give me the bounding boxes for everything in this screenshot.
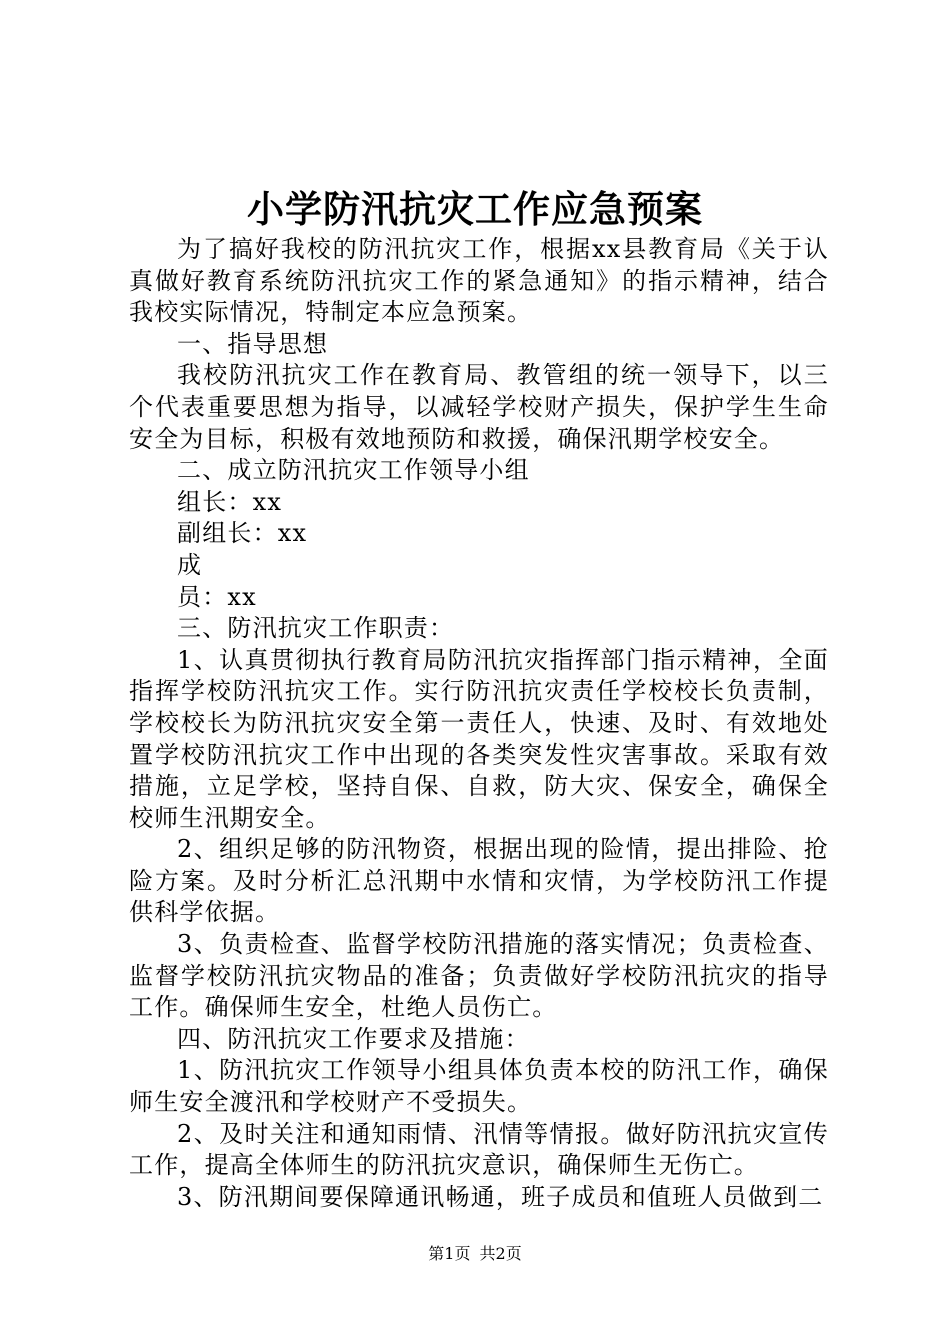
section-heading-leadership-group: 二、成立防汛抗灾工作领导小组 <box>177 456 530 485</box>
responsibility-item-3: 3、负责检查、监督学校防汛措施的落实情况；负责检查、监督学校防汛抗灾物品的准备；负责做好学校防汛抗灾的指导工作。确保师生安全，杜绝人员伤亡。 <box>129 930 829 1022</box>
responsibility-item-1: 1、认真贯彻执行教育局防汛抗灾指挥部门指示精神，全面指挥学校防汛抗灾工作。实行防汛抗灾责任学校校长负责制，学校校长为防汛抗灾安全第一责任人，快速、及时、有效地处置学校防汛抗灾工作中出现的各类突发性灾害事故。采取有效措施，立足学校，坚持自保、自救，防大灾、保安全，确保全校师生汛期安全。 <box>129 645 829 832</box>
section-heading-responsibilities: 三、防汛抗灾工作职责： <box>177 614 455 643</box>
guiding-ideology-paragraph: 我校防汛抗灾工作在教育局、教管组的统一领导下，以三个代表重要思想为指导，以减轻学校财产损失，保护学生生命安全为目标，积极有效地预防和救援，确保汛期学校安全。 <box>129 361 829 453</box>
requirement-item-2: 2、及时关注和通知雨情、汛情等情报。做好防汛抗灾宣传工作，提高全体师生的防汛抗灾意识，确保师生无伤亡。 <box>129 1119 829 1180</box>
page-footer <box>0 1243 950 1265</box>
intro-paragraph: 为了搞好我校的防汛抗灾工作，根据xx县教育局《关于认真做好教育系统防汛抗灾工作的紧急通知》的指示精神，结合我校实际情况，特制定本应急预案。 <box>129 235 829 327</box>
section-heading-guiding-ideology: 一、指导思想 <box>177 329 329 358</box>
requirement-item-1: 1、防汛抗灾工作领导小组具体负责本校的防汛工作，确保师生安全渡汛和学校财产不受损失。 <box>129 1056 829 1117</box>
document-title: 小学防汛抗灾工作应急预案 <box>247 187 703 231</box>
page-number: 第1页 <box>428 1244 471 1263</box>
requirement-item-3: 3、防汛期间要保障通讯畅通，班子成员和值班人员做到二 <box>177 1182 824 1211</box>
members-line-part1: 成 <box>177 550 203 579</box>
members-line-part2: 员：xx <box>177 582 257 611</box>
section-heading-requirements: 四、防汛抗灾工作要求及措施： <box>177 1024 530 1053</box>
document-body <box>129 234 829 1213</box>
responsibility-item-2: 2、组织足够的防汛物资，根据出现的险情，提出排险、抢险方案。及时分析汇总汛期中水情和灾情，为学校防汛工作提供科学依据。 <box>129 835 829 927</box>
page-total: 共2页 <box>479 1244 522 1263</box>
group-leader-line: 组长：xx <box>177 487 283 516</box>
deputy-leader-line: 副组长：xx <box>177 519 308 548</box>
